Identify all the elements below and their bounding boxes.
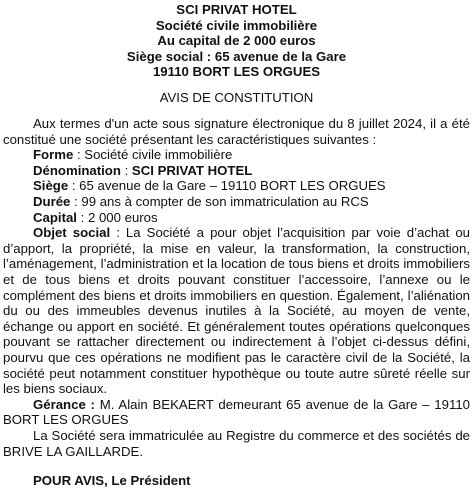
signature: POUR AVIS, Le Président [33,473,191,489]
denomination-label: Dénomination [33,162,121,178]
gerance-value: M. Alain BEKAERT demeurant 65 avenue de la Gare – 19110 BORT LES ORGUES [3,396,470,428]
notice-title: AVIS DE CONSTITUTION [159,89,314,105]
duree-value: : 99 ans à compter de son immatriculation au RCS [70,194,369,210]
field-forme [3,147,470,163]
intro-paragraph: Aux termes d'un acte sous signature électronique du 8 juillet 2024, il a été constitué une société présentant les caractéristiques suivantes : [3,116,470,147]
registration-paragraph: La Société sera immatriculée au Registre du commerce et des sociétés de BRIVE LA GAILLARDE. [3,427,470,459]
company-name: SCI PRIVAT HOTEL [176,2,297,17]
denomination-separator: : [120,162,132,178]
field-denomination [3,163,470,179]
company-address: Siège social : 65 avenue de la Gare [126,48,347,64]
field-capital [3,210,470,226]
company-city: 19110 BORT LES ORGUES [152,64,321,79]
siege-label: Siège [33,178,69,194]
field-duree [3,194,470,210]
field-siege [3,178,470,194]
capital-label: Capital [33,209,77,225]
field-gerance [3,397,470,428]
company-header [3,2,470,80]
gerance-label: Gérance : [33,396,95,412]
field-objet-social [3,225,470,397]
denomination-value: SCI PRIVAT HOTEL [131,162,253,178]
objet-label: Objet social [33,225,111,241]
company-capital: Au capital de 2 000 euros [157,33,316,48]
siege-value: : 65 avenue de la Gare – 19110 BORT LES ORGUES [68,178,386,194]
capital-value: : 2 000 euros [76,209,158,225]
company-type: Société civile immobilière [155,17,318,33]
forme-label: Forme [33,147,74,163]
duree-label: Durée [33,194,71,210]
objet-value: : La Société a pour objet l’acquisition par voie d’achat ou d’apport, la propriété, la mise en valeur, la transformation, la construction, l’aménagement, l’administration et la location de tous biens et droits immobiliers et de tous biens et droits pouvant constituer l’accessoire, l’annexe ou le complément des biens et droits immobiliers en question. Également, l’aliénation du ou des immeubles devenus inutiles à la Société, au moyen de vente, échange ou apport en société. Et généralement toutes opérations quelconques pouvant se rattacher directement ou indirectement à l’objet ci-dessus défini, pourvu que ces opérations ne modifient pas le caractère civil de la Société, la société peut notamment constituer hypothèque ou toute autre sûreté réelle sur les biens sociaux. [3,225,470,397]
forme-value: : Société civile immobilière [73,147,233,163]
